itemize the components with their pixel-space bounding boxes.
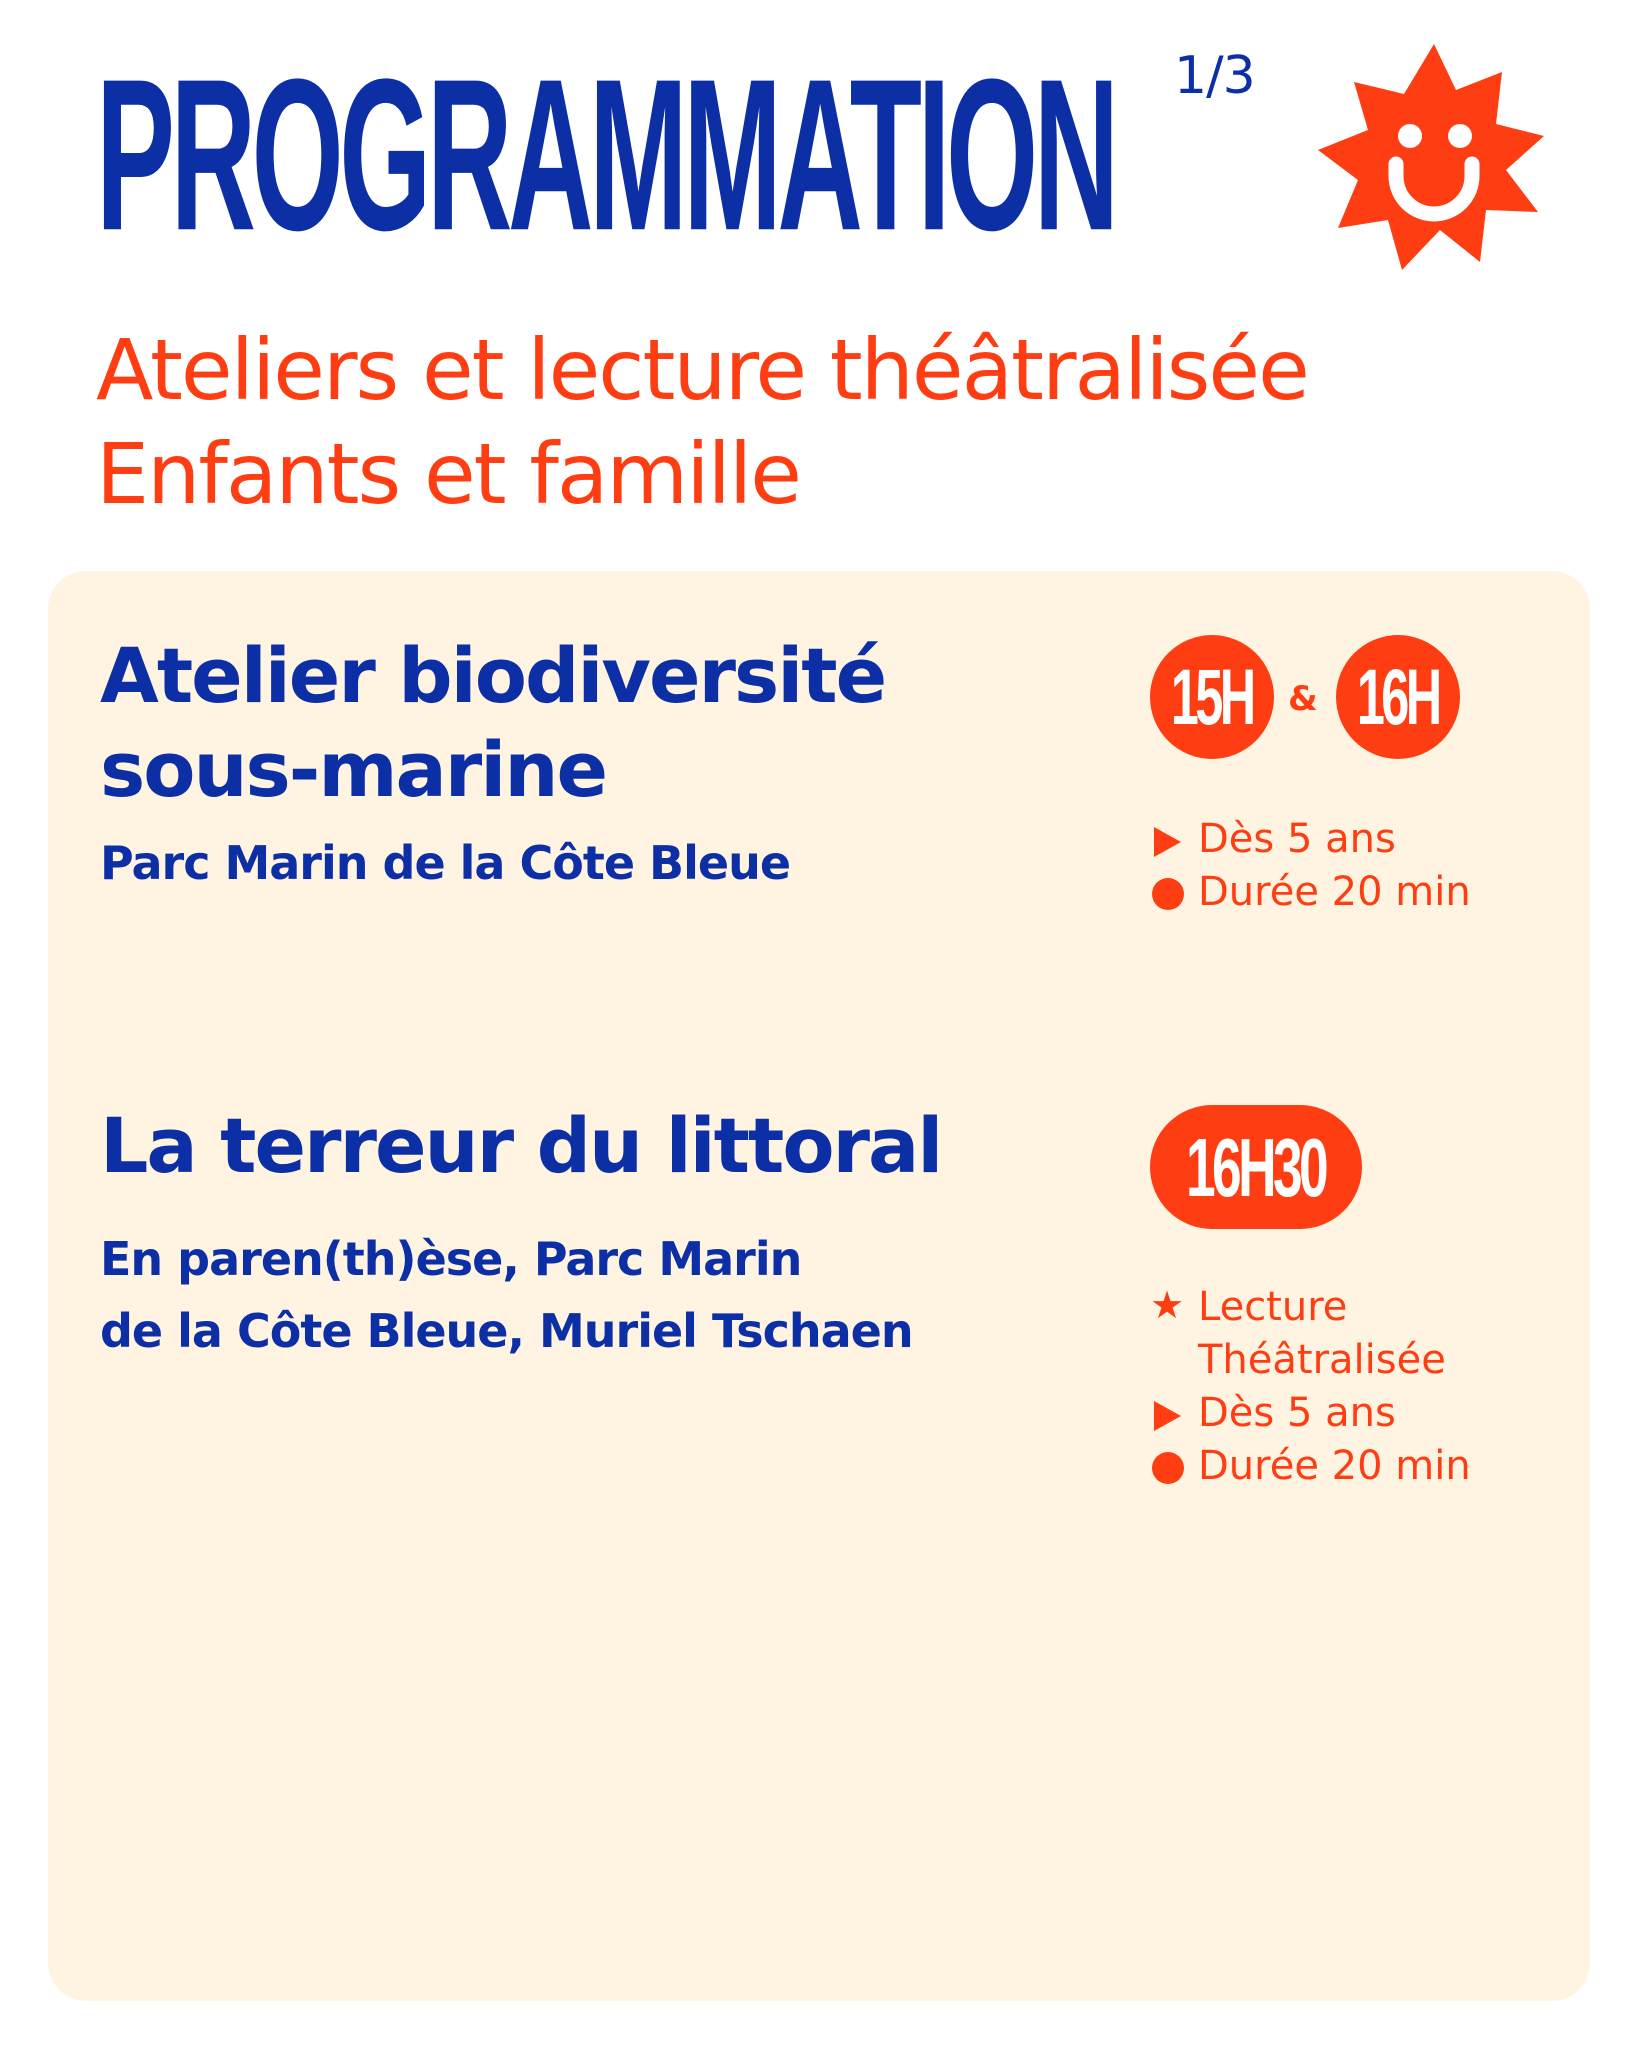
event-2-age: Dès 5 ans: [1152, 1387, 1471, 1440]
dot-icon: [1152, 878, 1184, 910]
time-separator: &: [1288, 679, 1318, 719]
program-card: [48, 571, 1590, 2001]
event-2-title: [100, 1099, 941, 1193]
event-2-organizer-line-2: de la Côte Bleue, Muriel Tschaen: [100, 1304, 913, 1358]
event-2-title-line-1: La terreur du littoral: [100, 1101, 942, 1190]
event-1-details: [1152, 813, 1471, 919]
page-subtitle: [96, 318, 1308, 526]
event-1-duration: Durée 20 min: [1152, 866, 1471, 919]
event-1-organizer: [100, 827, 790, 899]
event-1-time-badge-1: [1150, 635, 1274, 759]
event-1-time-badge-2: [1336, 635, 1460, 759]
event-2-organizer: [100, 1223, 913, 1367]
event-1-time-1: 15H: [1171, 653, 1253, 741]
page-title: PROGRAMMATION: [96, 33, 1115, 276]
triangle-icon: [1154, 1401, 1181, 1431]
triangle-icon: [1154, 827, 1181, 857]
event-1-time-2: 16H: [1357, 653, 1439, 741]
event-1-title: [100, 629, 885, 817]
event-2-duration: Durée 20 min: [1152, 1440, 1471, 1493]
event-2-time: 16H30: [1186, 1120, 1326, 1214]
page-number: 1/3: [1174, 46, 1255, 106]
event-1-organizer-line-1: Parc Marin de la Côte Bleue: [100, 836, 791, 890]
event-1-title-line-1: Atelier biodiversité: [100, 631, 886, 720]
event-1-age: Dès 5 ans: [1152, 813, 1471, 866]
event-2-format: ★ Lecture Théâtralisée: [1152, 1281, 1471, 1387]
star-icon: ★: [1150, 1283, 1185, 1327]
event-2-organizer-line-1: En paren(th)èse, Parc Marin: [100, 1232, 802, 1286]
event-2-details: [1152, 1281, 1471, 1493]
event-1-title-line-2: sous-marine: [100, 725, 606, 814]
event-2-time-badge: [1150, 1105, 1362, 1229]
subtitle-line-1: Ateliers et lecture théâtralisée: [96, 321, 1308, 419]
smiling-sun-icon: [1318, 44, 1550, 276]
dot-icon: [1152, 1452, 1184, 1484]
subtitle-line-2: Enfants et famille: [96, 425, 800, 523]
